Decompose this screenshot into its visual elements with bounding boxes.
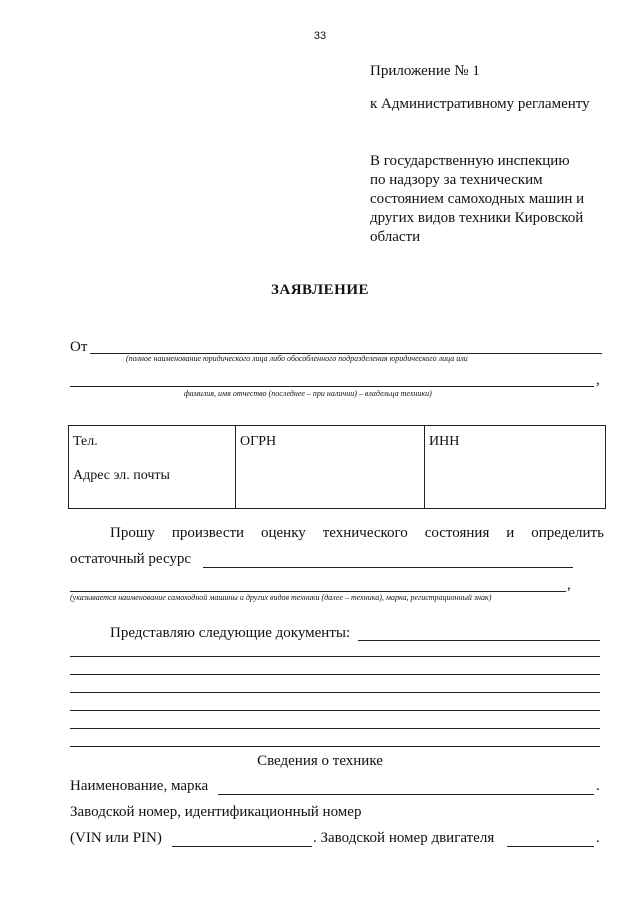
vehicle-description-field[interactable] — [70, 591, 566, 592]
from-hint-2: фамилия, имя отчество (последнее – при наличии) – владельца техники) — [184, 389, 432, 398]
document-title: ЗАЯВЛЕНИЕ — [270, 282, 370, 298]
request-word: определить — [531, 525, 604, 541]
from-hint-1: (полное наименование юридического лица либо обособленного подразделения юридического лица или — [126, 354, 468, 363]
request-word: Прошу — [110, 525, 155, 541]
documents-label: Представляю следующие документы: — [110, 625, 351, 641]
addressee-line: по надзору за техническим — [370, 172, 543, 188]
appendix-regulation: к Административному регламенту — [370, 96, 590, 112]
request-word: произвести — [171, 525, 245, 541]
residual-resource-label: остаточный ресурс — [70, 551, 192, 567]
addressee-line: других видов техники Кировской — [370, 210, 584, 226]
vehicle-info-heading: Сведения о технике — [257, 753, 383, 769]
documents-line[interactable] — [70, 656, 600, 657]
vehicle-name-field[interactable] — [218, 794, 594, 795]
addressee-line: области — [370, 229, 421, 245]
phone-label: Тел. — [73, 434, 98, 449]
inn-label: ИНН — [429, 434, 460, 449]
contacts-table — [68, 425, 606, 509]
documents-line[interactable] — [70, 710, 600, 711]
request-line-1 — [110, 525, 604, 542]
documents-line[interactable] — [70, 674, 600, 675]
appendix-number: Приложение № 1 — [370, 63, 480, 79]
engine-number-field[interactable] — [507, 846, 594, 847]
vin-label: (VIN или PIN) — [70, 830, 162, 846]
addressee-line: В государственную инспекцию — [370, 153, 570, 169]
request-word: и — [506, 525, 515, 541]
contacts-cell-inn[interactable] — [425, 426, 605, 508]
page-number: 33 — [313, 30, 327, 42]
engine-number-period: . — [596, 830, 600, 846]
vin-field[interactable] — [172, 846, 312, 847]
vehicle-description-hint: (указывается наименование самоходной машины и других видов техники (далее – техника), марка, регистрационный знак) — [70, 593, 492, 602]
ogrn-label: ОГРН — [240, 434, 277, 449]
from-comma: , — [596, 372, 600, 388]
request-comma: , — [567, 577, 571, 593]
serial-number-label: Заводской номер, идентификационный номер — [70, 804, 362, 820]
documents-line[interactable] — [70, 728, 600, 729]
vehicle-name-label: Наименование, марка — [70, 778, 209, 794]
documents-field[interactable] — [358, 640, 600, 641]
from-name-field-2[interactable] — [70, 386, 594, 387]
contacts-cell-phone-email[interactable] — [69, 426, 236, 508]
request-word: оценку — [260, 525, 306, 541]
email-label: Адрес эл. почты — [73, 468, 170, 483]
documents-line[interactable] — [70, 746, 600, 747]
addressee-line: состоянием самоходных машин и — [370, 191, 585, 207]
from-label: От — [70, 339, 88, 355]
vehicle-name-period: . — [596, 778, 600, 794]
request-word: технического — [322, 525, 408, 541]
request-word: состояния — [424, 525, 490, 541]
contacts-cell-ogrn[interactable] — [236, 426, 425, 508]
engine-number-label: . Заводской номер двигателя — [313, 830, 495, 846]
documents-line[interactable] — [70, 692, 600, 693]
addressee-block — [370, 152, 584, 247]
residual-resource-field[interactable] — [203, 567, 573, 568]
